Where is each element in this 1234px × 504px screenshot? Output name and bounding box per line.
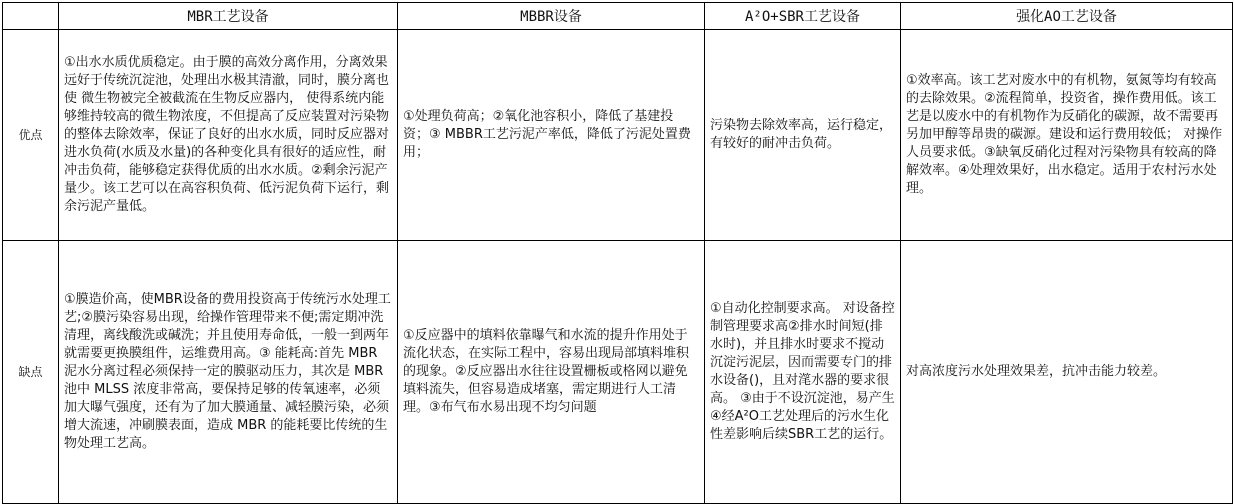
- header-empty: [3, 3, 59, 30]
- comparison-table: [2, 2, 1233, 504]
- row-label-advantages: 优点: [3, 30, 59, 241]
- header-row: [3, 3, 1233, 30]
- header-enhanced-ao: 强化AO工艺设备: [901, 3, 1233, 30]
- cell-mbr-advantages: ①出水水质优质稳定。由于膜的高效分离作用，分离效果远好于传统沉淀池，处理出水极其清澈，同时，膜分离也使 微生物被完全被截流在生物反应器内， 使得系统内能够维持较高的微生物浓度，不但提高了反应装置对污染物的整体去除效率，保证了良好的出水水质，同时反应器对进水负荷(水质及水量)的各种变化具有很好的适应性，耐冲击负荷，能够稳定获得优质的出水水质。②剩余污泥产量少。该工艺可以在高容积负荷、低污泥负荷下运行，剩余污泥产量低。: [59, 30, 398, 241]
- header-mbr: MBR工艺设备: [59, 3, 398, 30]
- cell-enhanced-ao-disadvantages: 对高浓度污水处理效果差，抗冲击能力较差。: [901, 241, 1233, 504]
- header-a2o-sbr: A²O+SBR工艺设备: [705, 3, 901, 30]
- row-label-disadvantages: 缺点: [3, 241, 59, 504]
- cell-mbr-disadvantages: ①膜造价高，使MBR设备的费用投资高于传统污水处理工艺;②膜污染容易出现，给操作管理带来不便;需定期冲洗清理，离线酸洗或碱洗；并且使用寿命低，一般一到两年就需要更换膜组件，运维费用高。③ 能耗高:首先 MBR 泥水分离过程必须保持一定的膜驱动压力，其次是 MBR 池中 MLSS 浓度非常高，要保持足够的传氧速率，必须加大曝气强度，还有为了加大膜通量、减轻膜污染，必须增大流速，冲刷膜表面，造成 MBR 的能耗要比传统的生物处理工艺高。: [59, 241, 398, 504]
- cell-mbbr-advantages: ①处理负荷高；②氧化池容积小，降低了基建投资；③ MBBR工艺污泥产率低，降低了污泥处置费用；: [398, 30, 705, 241]
- advantages-row: [3, 30, 1233, 241]
- cell-enhanced-ao-advantages: ①效率高。该工艺对废水中的有机物，氨氮等均有较高的去除效果。②流程简单，投资省，操作费用低。该工艺是以废水中的有机物作为反硝化的碳源，故不需要再另加甲醇等昂贵的碳源。建设和运行费用较低； 对操作人员要求低。③缺氧反硝化过程对污染物具有较高的降解效率。④处理效果好，出水稳定。适用于农村污水处理。: [901, 30, 1233, 241]
- header-mbbr: MBBR设备: [398, 3, 705, 30]
- disadvantages-row: [3, 241, 1233, 504]
- cell-a2o-sbr-disadvantages: ①自动化控制要求高。 对设备控制管理要求高②排水时间短(排水时)，并且排水时要求不搅动沉淀污泥层，因而需要专门的排水设备()，且对滗水器的要求很高。 ③由于不设沉淀池，易产生 ④经A²O工艺处理后的污水生化性差影响后续SBR工艺的运行。: [705, 241, 901, 504]
- cell-a2o-sbr-advantages: 污染物去除效率高，运行稳定，有较好的耐冲击负荷。: [705, 30, 901, 241]
- cell-mbbr-disadvantages: ①反应器中的填料依靠曝气和水流的提升作用处于流化状态，在实际工程中，容易出现局部填料堆积的现象。②反应器出水往往设置栅板或格网以避免填料流失，但容易造成堵塞，需定期进行人工清理。③布气布水易出现不均匀问题: [398, 241, 705, 504]
